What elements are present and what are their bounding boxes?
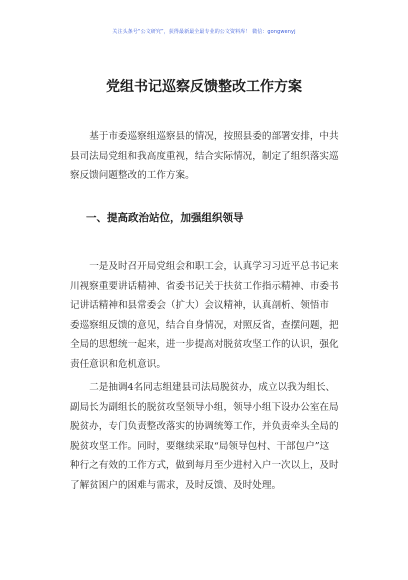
intro-paragraph bbox=[70, 127, 342, 186]
paragraph-line: 川视察重要讲话精神、省委书记关于扶贫工作指示精神、市委书 bbox=[70, 280, 339, 292]
paragraph-line: 委巡察组反馈的意见，结合自身情况，对照反省，查摆问题，把 bbox=[70, 319, 339, 331]
header-banner: 关注头条号“公文研究”，获得最新最全最专业的公文资料库！ 微信：gongwenyj bbox=[112, 29, 296, 35]
paragraph-line: 一是及时召开局党组会和职工会，认真学习习近平总书记来 bbox=[89, 261, 339, 272]
paragraph-line: 记讲话精神和县常委会（扩大）会议精神，认真剖析、领悟市 bbox=[70, 300, 330, 312]
paragraph-line: 责任意识和危机意识。 bbox=[70, 358, 166, 370]
section-heading: 一、提高政治站位，加强组织领导 bbox=[86, 212, 244, 224]
paragraph-line: 脱贫攻坚工作。同时，要继续采取“局领导包村、干部包户”这 bbox=[70, 440, 330, 452]
paragraph-line: 了解贫困户的困难与需求，及时反馈、及时处理。 bbox=[70, 479, 282, 491]
paragraph-line: 脱贫办，专门负责整改落实的协调统筹工作，并负责牵头全局的 bbox=[70, 421, 339, 433]
body-paragraph-2 bbox=[70, 378, 342, 496]
paragraph-line: 副局长为副组长的脱贫攻坚领导小组，领导小组下设办公室在局 bbox=[70, 401, 339, 413]
paragraph-line: 县司法局党组和我高度重视，结合实际情况，制定了组织落实巡 bbox=[70, 150, 339, 162]
paragraph-line: 察反馈问题整改的工作方案。 bbox=[70, 170, 195, 182]
paragraph-line: 基于市委巡察组巡察县的情况，按照县委的部署安排，中共 bbox=[89, 131, 339, 142]
body-paragraph-1 bbox=[70, 257, 342, 375]
paragraph-line: 全局的思想统一起来，进一步提高对脱贫攻坚工作的认识，强化 bbox=[70, 339, 339, 351]
document-title: 党组书记巡察反馈整改工作方案 bbox=[106, 79, 302, 95]
paragraph-line: 种行之有效的工作方式，做到每月至少进村入户一次以上，及时 bbox=[70, 460, 339, 472]
paragraph-line: 二是抽调4名同志组建县司法局脱贫办，成立以我为组长、 bbox=[89, 382, 336, 393]
